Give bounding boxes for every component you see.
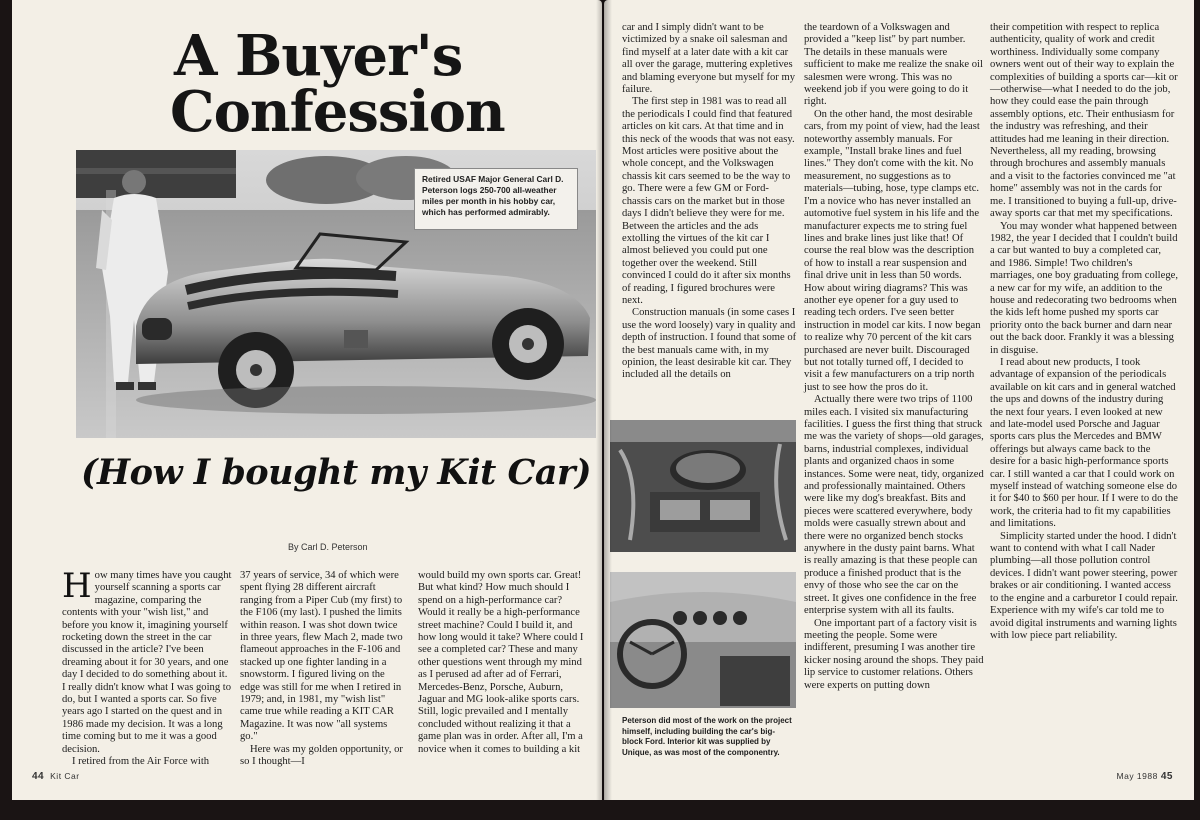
right-column-3 [990, 22, 1178, 642]
paragraph: The first step in 1981 was to read all the periodicals I could find that featured articles on kit cars. At that time and in this neck of the woods that was not easy. Most articles were positive about the whole concept, and the Volkswagen chassis kit cars seemed to be the way to go. There were a few GM or Ford-chassis cars on the market but in those days I didn't believe they were for me. Between the articles and the ads extolling the virtues of the kit car I almost believed you could put one together over the weekend. Still convinced I could do it after six months of reading, I figured brochures were next. [622, 96, 795, 306]
paragraph: car and I simply didn't want to be victimized by a snake oil salesman and find myself at a later date with a kit car all over the garage, muttering expletives and blaming everyone but myself for my failure. [622, 22, 795, 96]
publication-name: Kit Car [50, 771, 80, 781]
paragraph: You may wonder what happened between 1982, the year I decided that I couldn't build a car but wanted to buy a completed car, and 1986. Simple! Two children's marriages, one boy graduating from college, a new car for my wife, an addition to the house and redecorating two bedrooms when the kids left home pushed my sports car priority onto the back burner and darn near out the back door. Frankly it was a blessing in disguise. [990, 220, 1178, 356]
paragraph: Simplicity started under the hood. I didn't want to contend with what I call Nader plumbing—all those pollution control devices. I didn't want power steering, power brakes or air conditioning. I wanted access to the engine and a carburetor I could repair. Experience with my wife's car told me to avoid digital instruments and warning lights with low piece part reliability. [990, 530, 1178, 641]
engine-photo [610, 420, 796, 552]
right-folio [1117, 771, 1176, 782]
issue-date: May 1988 [1116, 771, 1158, 781]
left-page [12, 0, 602, 800]
headline [170, 23, 505, 145]
byline: By Carl D. Peterson [288, 542, 368, 552]
headline-line2: Confession [170, 79, 505, 145]
paragraph: Construction manuals (in some cases I use the word loosely) vary in quality and depth of instruction. I found that some of the best manuals came with, in my opinion, the least desirable kit car. They included all the details on [622, 307, 797, 381]
left-column-2 [240, 570, 406, 769]
paragraph: would build my own sports car. Great! But what kind? How much should I spend on a high-performance car? Would it really be a high-performance street machine? Could I build it, and how long would it take? Where could I see a completed car? These and many other questions went through my mind as I perused ad after ad of Ferrari, Mercedes-Benz, Porsche, Auburn, Jaguar and MG look-alike sports cars. Still, logic prevailed and I mentally concluded without realizing it that a game plan was in order. After all, I'm a novice when it comes to building a kit [418, 570, 584, 755]
paragraph: their competition with respect to replica authenticity, quality of work and credit worthiness. Individually some company owners went out of their way to explain the complexities of building a sports car—kit or—otherwise—what I needed to do the job, how they could ease the pain through assembly options, etc. Their enthusiasm for the industry was refreshing, and their attitudes had me leaning in their direction. Nevertheless, all my reading, browsing through brochures and assembly manuals and a visit to the factories convinced me "at home" assembly was not in the cards for me. I transitioned to buying a full-up, drive-away sports car that met my specifications. [990, 22, 1178, 220]
left-column-3 [418, 570, 588, 756]
paragraph: 37 years of service, 34 of which were spent flying 28 different aircraft ranging from a Piper Cub (my first) to the F106 (my last). I pushed the limits within reason. I was shot down twice in three years, flew Mach 2, made two flameout approaches in the F-106 and stacked up one fighter landing in a snowstorm. I figured living on the edge was still for me when I retired in 1979; and, in 1981, my "wish list" came true while reading a KIT CAR Magazine. It was now "all systems go." [240, 570, 403, 743]
engine-photo-illustration [610, 420, 796, 552]
page-number: 45 [1160, 771, 1173, 782]
left-column-1 [62, 566, 232, 769]
drop-cap: H [62, 566, 92, 606]
right-column-2 [804, 22, 984, 692]
paragraph: Actually there were two trips of 1100 miles each. I visited six manufacturing facilities. I guess the first thing that struck me was the variety of shops—old garages, barns, industrial complexes, individual plants and organized chaos in some instances. Some were neat, tidy, organized and professionally maintained. Others were like my dog's breakfast. Bits and pieces were scattered everywhere, body molds were casually strewn about and there were no organized bench stocks anywhere in the dusty paint barns. What is really amazing is that these people can produce a finished product that is the envy of those who see the car on the street. It gives one confidence in the free enterprise system with all its faults. [804, 394, 984, 617]
page-number: 44 [32, 771, 45, 782]
headline-line1: A Buyer's [174, 23, 463, 89]
left-folio [32, 771, 80, 782]
paragraph: I read about new products, I took advantage of expansion of the periodicals available on kit cars and in general watched the ups and downs of the industry during the next four years. I even looked at new and late-model used Porsche and Jaguar sports cars plus the Mercedes and BMW offerings but always came back to the desire for a basic high-performance sports car. I still wanted a car that I could work on myself instead of watching someone else do it for $40 to $60 per hour. If I were to do the work, the criteria had to fit my capabilities and limitations. [990, 356, 1178, 530]
right-page [604, 0, 1194, 800]
interior-photo-caption: Peterson did most of the work on the project himself, including building the car's big-block Ford. Interior kit was supplied by Unique, as was most of the componentry. [622, 716, 792, 757]
interior-photo [610, 572, 796, 708]
paragraph: How many times have you caught yourself scanning a sports car magazine, comparing the contents with your "wish list," and before you know it, imagining yourself rocketing down the street in the car discussed in the article? I've been dreaming about it for 30 years, and one day I decided to do something about it. I really didn't know what I was going to do, but I wanted a sports car. So five years ago I started on the quest and in 1986 made my decision. It was a long time coming but to me it was a good decision. [62, 566, 232, 755]
paragraph: I retired from the Air Force with [72, 756, 210, 768]
photo-caption: Retired USAF Major General Carl D. Peterson logs 250-700 all-weather miles per month in his hobby car, which has performed admirably. [414, 168, 578, 230]
interior-photo-illustration [610, 572, 796, 708]
paragraph: One important part of a factory visit is meeting the people. Some were indifferent, presuming I was another tire kicker nosing around the shops. They paid lip service to customer relations. Others were experts on putting down [804, 617, 984, 691]
paragraph: the teardown of a Volkswagen and provided a "keep list" by part number. The details in these manuals were sufficient to make me realize the snake oil salesmen were wrong. This was no weekend job if you were going to do it right. [804, 22, 983, 108]
paragraph: Here was my golden opportunity, or so I thought—I [240, 743, 403, 768]
paragraph: On the other hand, the most desirable cars, from my point of view, had the least noteworthy assembly manuals. For example, "Install brake lines and fuel lines." They don't come with the kit. No measurement, no suggestions as to materials—tubing, hose, type clamps etc. I'm a novice who has never installed an automotive fuel system in his life and the manufacturer expects me to string fuel lines and brake lines just like that! Of course the real blow was the description of how to install a rear suspension and final drive unit in less than 50 words. How about wiring diagrams? This was another eye opener for a guy used to reading tech orders. I've seen better instruction in model car kits. I now began to realize why 70 percent of the kit cars purchased are never built. Discouraged but not totally turned off, I decided to visit a few manufacturers on a trip north just to see how the pros do it. [804, 108, 981, 393]
subhead: (How I bought my Kit Car) [80, 452, 592, 493]
right-column-1 [622, 22, 798, 382]
